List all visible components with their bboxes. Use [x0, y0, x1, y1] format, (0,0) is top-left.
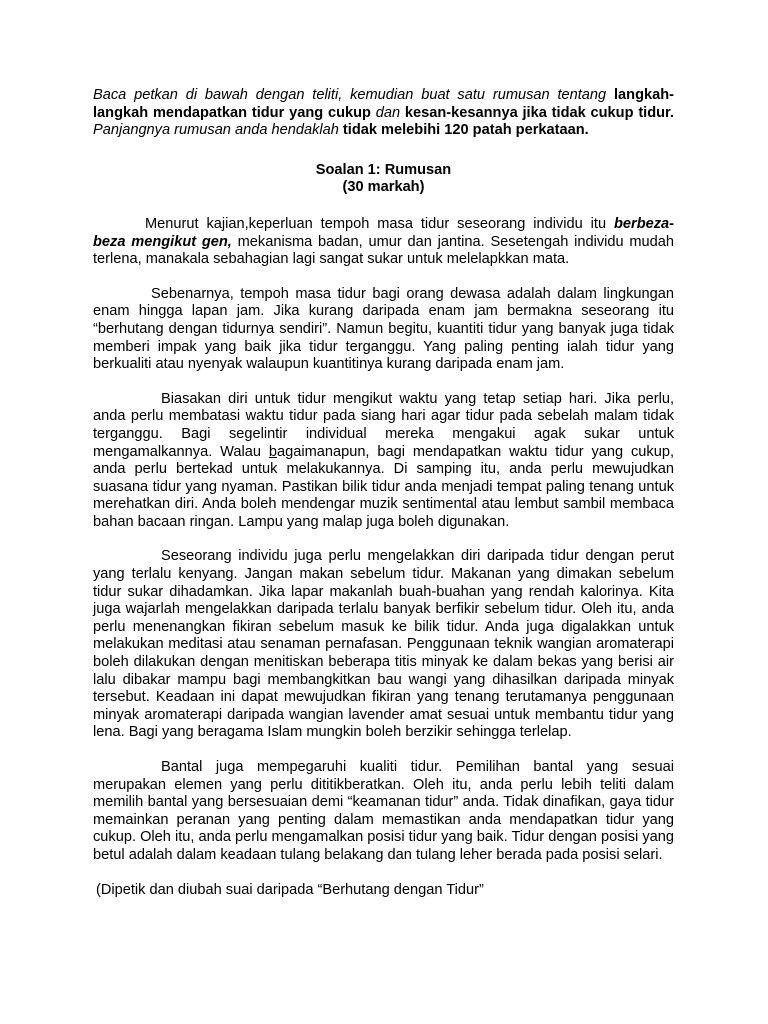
question-marks: (30 markah) — [342, 179, 425, 196]
question-heading — [93, 162, 674, 197]
question-title: Soalan 1: Rumusan — [315, 161, 452, 178]
paragraph-1-emphasis: berbeza-beza mengikut gen, — [93, 215, 674, 250]
paragraph-1-c: mekanisma badan, umur dan jantina. Sesetengah individu mudah terlena, manakala sebahagian lagi sangat sukar untuk melelapkkan mata. — [93, 233, 675, 268]
paragraph-1 — [93, 216, 674, 269]
paragraph-5: Bantal juga mempegaruhi kualiti tidur. Pemilihan bantal yang sesuai merupakan elemen yang perlu dititikberatkan. Oleh itu, anda perlu lebih teliti dalam memilih bantal yang bersesuaian demi “keamanan tidur” anda. Tidak dinafikan, gaya tidur memainkan peranan yang penting dalam memastikan anda mendapatkan tidur yang cukup. Oleh itu, anda perlu mengamalkan posisi tidur yang baik. Tidur dengan posisi yang betul adalah dalam keadaan tulang belakang dan tulang leher berada pada posisi selari. — [93, 759, 674, 863]
instruction-part-2: langkah-langkah mendapatkan tidur yang cukup — [93, 87, 674, 121]
paragraph-3-a: Biasakan diri untuk tidur mengikut waktu yang tetap setiap hari. Jika perlu, anda perlu membatasi waktu tidur pada siang hari agar tidur pada sebelah malam tidak terganggu. Bagi segelintir individual mereka mengakui agak sukar untuk mengamalkannya. Walau — [93, 390, 674, 460]
instruction-part-3: dan — [375, 104, 405, 121]
instruction-part-6: tidak melebihi 120 patah perkataan. — [342, 122, 589, 139]
paragraph-1-a: Menurut kajian,keperluan tempoh masa tidur seseorang individu itu — [145, 215, 614, 232]
paragraph-4: Seseorang individu juga perlu mengelakkan diri daripada tidur dengan perut yang terlalu kenyang. Jangan makan sebelum tidur. Makanan yang dimakan sebelum tidur sukar dihadamkan. Jika lapar makanlah buah-buahan yang rendah kalorinya. Kita juga wajarlah mengelakkan daripada terlalu banyak berfikir sebelum tidur. Oleh itu, anda perlu menenangkan fikiran sebelum masuk ke bilik tidur. Anda juga digalakkan untuk melakukan meditasi atau senaman pernafasan. Penggunaan teknik wangian aromaterapi boleh dilakukan dengan menitiskan beberapa titis minyak ke dalam bekas yang berisi air lalu dibakar mampu bagi membangkitkan bau wangi yang dihasilkan daripada minyak tersebut. Keadaan ini dapat mewujudkan fikiran yang tenang terutamanya penggunaan minyak aromaterapi daripada wangian lavender amat sesuai untuk membantu tidur yang lena. Bagi yang beragama Islam mungkin boleh berzikir sehingga terlelap. — [93, 548, 674, 741]
source-citation: (Dipetik dan diubah suai daripada “Berhutang dengan Tidur” — [96, 881, 484, 898]
instruction-part-1: Baca petkan di bawah dengan teliti, kemudian buat satu rumusan tentang — [93, 87, 614, 103]
instruction-part-5: Panjangnya rumusan anda hendaklah — [93, 122, 343, 139]
instruction-text — [93, 87, 674, 140]
paragraph-3 — [93, 391, 674, 532]
paragraph-3-b: agaimanapun, bagi mendapatkan waktu tidur yang cukup, anda perlu bertekad untuk melakukannya. Di samping itu, anda perlu mewujudkan suasana tidur yang nyaman. Pastikan bilik tidur anda menjadi tempat paling tenang untuk merehatkan diri. Anda boleh mendengar muzik sentimental atau lembut sambil membaca bahan bacaan ringan. Lampu yang malap juga boleh digunakan. — [93, 443, 675, 530]
paragraph-2: Sebenarnya, tempoh masa tidur bagi orang dewasa adalah dalam lingkungan enam hingga lapan jam. Jika kurang daripada enam jam bermakna seseorang itu “berhutang dengan tidurnya sendiri”. Namun begitu, kuantiti tidur yang banyak juga tidak memberi impak yang baik jika tidur terganggu. Yang paling penting ialah tidur yang berkualiti atau nyenyak walaupun kuantitinya kurang daripada enam jam. — [93, 285, 674, 373]
paragraph-3-underlined: b — [268, 443, 277, 460]
instruction-part-4: kesan-kesannya jika tidak cukup tidur. — [404, 104, 674, 121]
